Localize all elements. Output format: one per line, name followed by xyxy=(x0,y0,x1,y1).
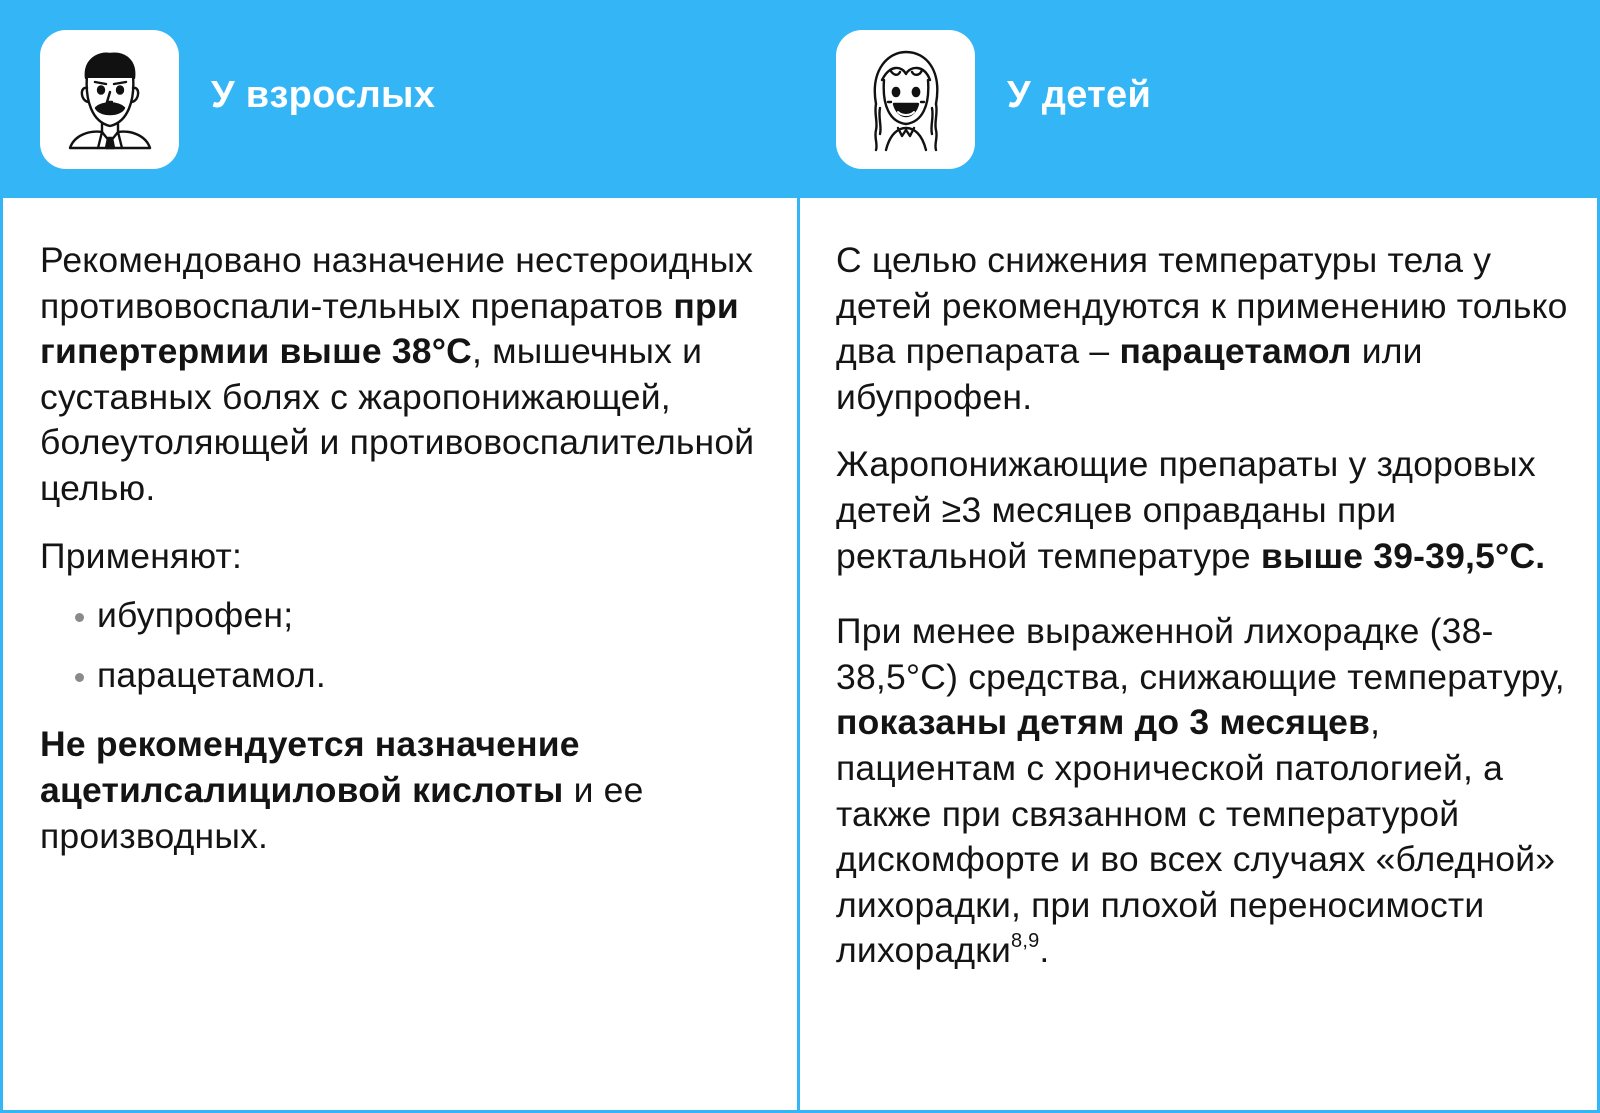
adults-content xyxy=(3,198,797,859)
children-paragraph-3: При менее выраженной лихорадке (38-38,5°С) средства, снижающие температуру, показаны детям до 3 месяцев, пациентам с хронической патологией, а также при связанном с температурой дискомфорте и во всех случаях «бледной» лихорадки, при плохой переносимости лихорадки$^{8,9}$. xyxy=(836,611,1565,971)
drug-list xyxy=(40,593,767,698)
adults-emphasis-1: при гипертермии выше 38°С xyxy=(40,285,739,372)
children-emphasis-1: парацетамол xyxy=(1119,331,1352,372)
bullet-dot-icon xyxy=(75,673,84,682)
children-content xyxy=(800,198,1597,974)
adults-paragraph-1: Рекомендовано назначение нестероидных противовоспали-тельных препаратов при гипертермии выше 38°С, мышечных и суставных болях с жаропонижающей, болеутоляющей и противовоспалительной целью. xyxy=(40,240,755,508)
list-item: ибупрофен; xyxy=(40,593,767,639)
adults-header xyxy=(3,0,797,198)
children-paragraph-1: С целью снижения температуры тела у детей рекомендуются к применению только два препарата – парацетамол или ибупрофен. xyxy=(836,240,1568,417)
list-item: парацетамол. xyxy=(40,653,767,699)
children-title: У детей xyxy=(1007,74,1152,116)
adults-emphasis-2: Не рекомендуется назначение ацетилсалициловой кислоты xyxy=(40,724,580,810)
children-column xyxy=(800,0,1600,1113)
girl-with-braids-icon xyxy=(836,30,975,169)
children-paragraph-2: Жаропонижающие препараты у здоровых детей ≥3 месяцев оправданы при ректальной температуре выше 39-39,5°С. xyxy=(836,444,1546,576)
children-header xyxy=(800,0,1597,198)
footnote-reference: 8,9 xyxy=(1011,930,1040,953)
apply-label: Применяют: xyxy=(40,535,243,576)
man-with-mustache-icon xyxy=(40,30,179,169)
adults-title: У взрослых xyxy=(211,74,436,116)
children-emphasis-3: показаны детям до 3 месяцев xyxy=(836,702,1371,743)
children-emphasis-2: выше 39-39,5°С. xyxy=(1260,535,1546,576)
adults-paragraph-2: Не рекомендуется назначение ацетилсалициловой кислоты и ее производных. xyxy=(40,724,644,856)
bullet-dot-icon xyxy=(75,613,84,622)
